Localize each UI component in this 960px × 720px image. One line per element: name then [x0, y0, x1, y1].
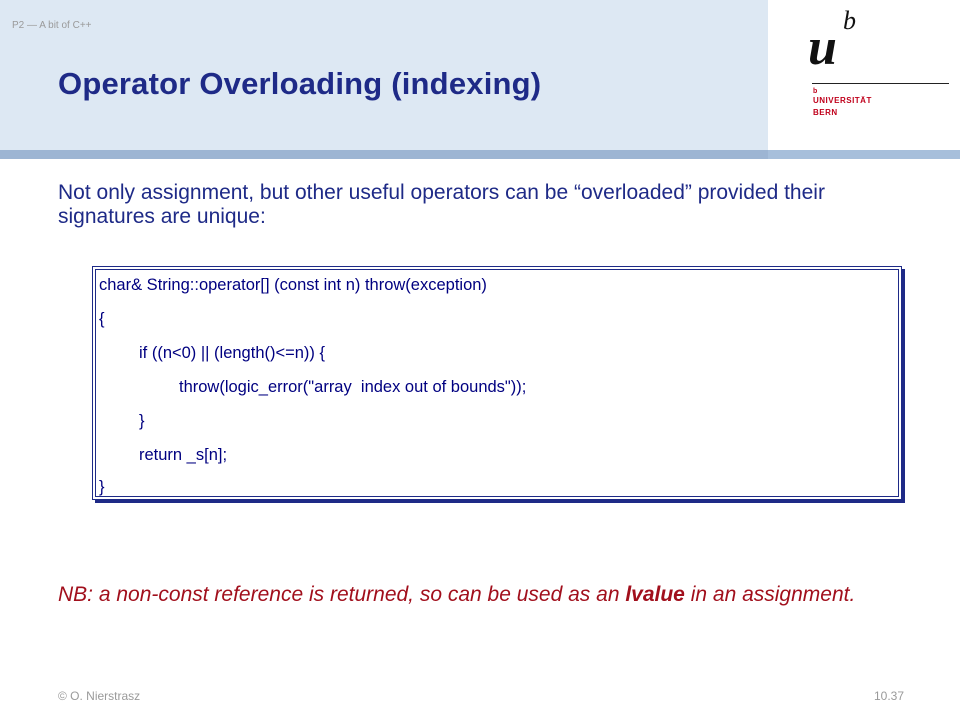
logo-u-letter: u — [808, 19, 837, 76]
logo-divider — [812, 83, 949, 84]
code-line: if ((n<0) || (length()<=n)) { — [139, 344, 326, 362]
footer-author: © O. Nierstrasz — [58, 689, 141, 703]
note-text-before: NB: a non-const reference is returned, so can be used as an — [58, 583, 626, 606]
header-rule-dark — [0, 150, 768, 159]
note-text-lvalue: lvalue — [625, 583, 685, 606]
code-line: { — [99, 310, 105, 328]
logo-text-universitaet: UNIVERSITÄT — [813, 96, 872, 105]
code-line: return _s[n]; — [139, 446, 228, 464]
code-block — [92, 266, 902, 500]
logo-b-superscript: b — [843, 6, 856, 35]
logo-text-bern: BERN — [813, 108, 838, 117]
slide-title: Operator Overloading (indexing) — [58, 66, 542, 101]
footer-page-number: 10.37 — [874, 689, 905, 703]
course-label: P2 — A bit of C++ — [12, 20, 92, 31]
intro-text: Not only assignment, but other useful operators can be “overloaded” provided their signatures are unique: — [58, 181, 825, 228]
code-line: } — [99, 478, 105, 496]
code-line: char& String::operator[] (const int n) throw(exception) — [99, 276, 487, 294]
code-line: throw(logic_error("array index out of bounds")); — [179, 378, 527, 396]
note-text — [58, 583, 918, 607]
code-line: } — [139, 412, 145, 430]
logo-small-b: b — [813, 88, 818, 95]
note-text-after: in an assignment. — [684, 583, 856, 606]
